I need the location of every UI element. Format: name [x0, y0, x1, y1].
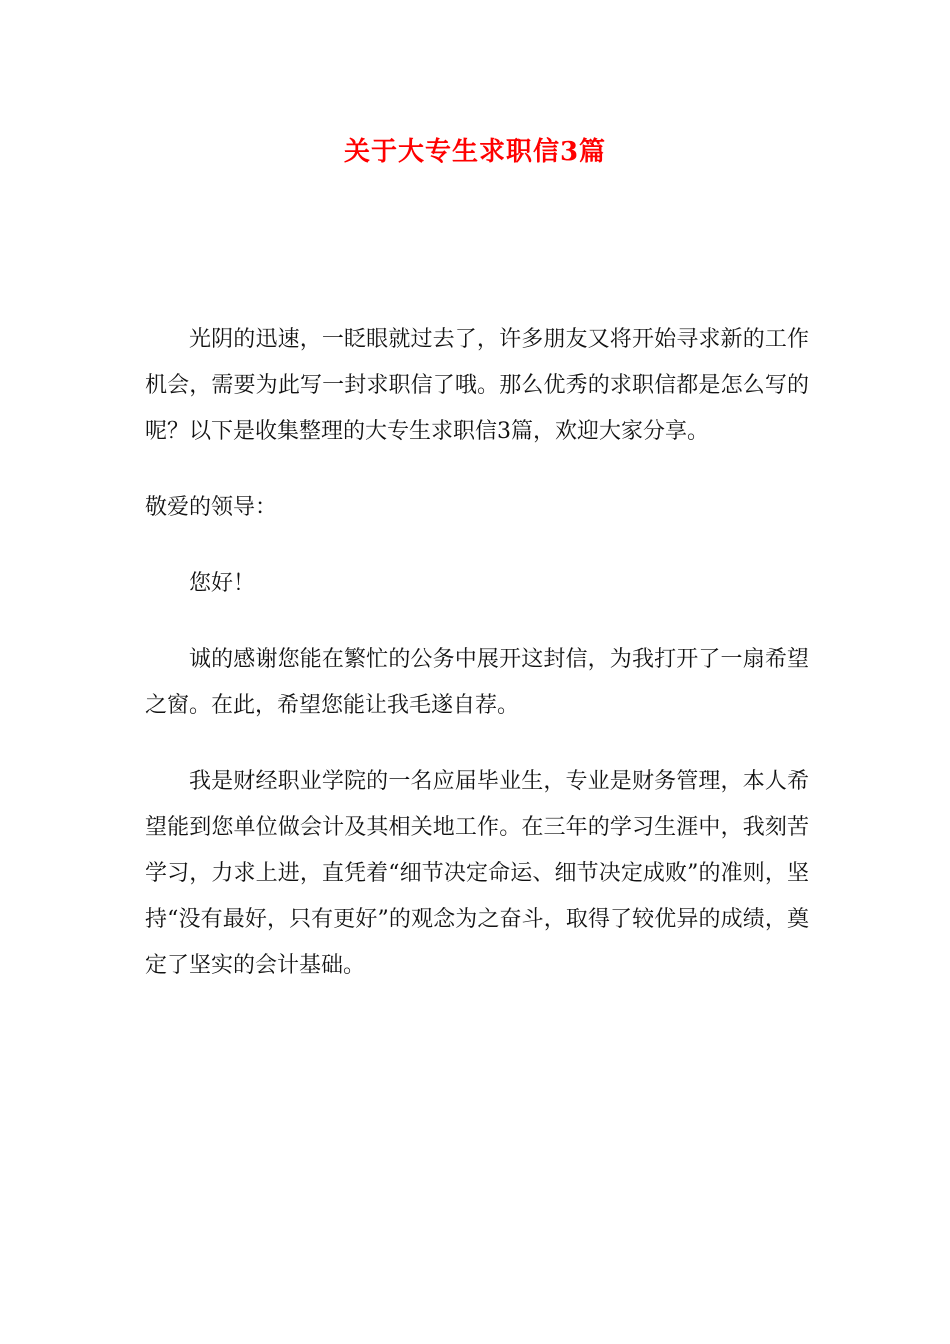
- paragraph-thanks: 诚的感谢您能在繁忙的公务中展开这封信，为我打开了一扇希望之窗。在此，希望您能让我毛遂自荐。: [145, 647, 809, 718]
- paragraph-intro: 光阴的迅速，一眨眼就过去了，许多朋友又将开始寻求新的工作机会，需要为此写一封求职信了哦。那么优秀的求职信都是怎么写的呢？以下是收集整理的大专生求职信3篇，欢迎大家分享。: [145, 327, 809, 444]
- paragraph-greeting: 您好！: [189, 571, 256, 596]
- document-title: 关于大专生求职信3篇: [343, 137, 607, 167]
- paragraph-salutation: 敬爱的领导：: [145, 495, 278, 520]
- document-body: [145, 317, 809, 1019]
- paragraph-self-intro: 我是财经职业学院的一名应届毕业生，专业是财务管理，本人希望能到您单位做会计及其相关地工作。在三年的学习生涯中，我刻苦学习，力求上进，直凭着“细节决定命运、细节决定成败”的准则，坚持“没有最好，只有更好”的观念为之奋斗，取得了较优异的成绩，奠定了坚实的会计基础。: [145, 769, 809, 978]
